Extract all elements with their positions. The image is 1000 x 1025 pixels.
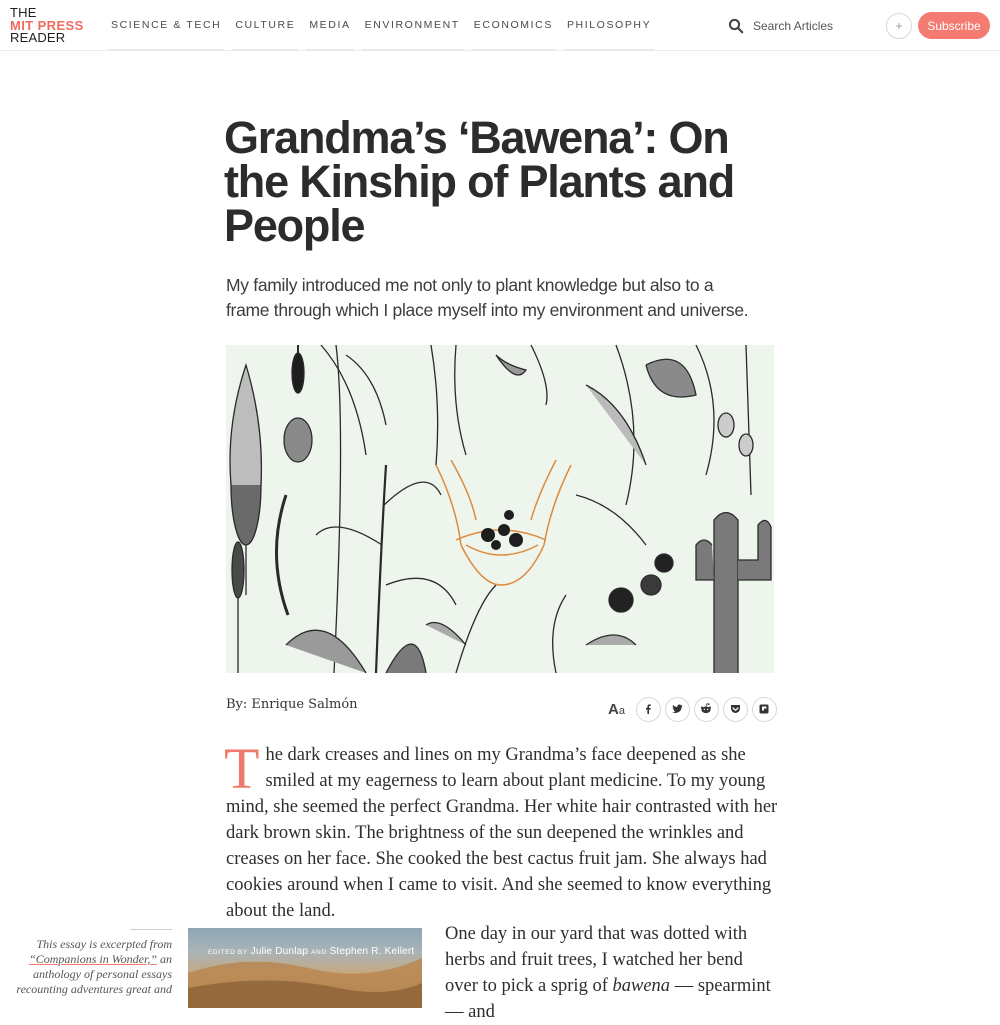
twitter-share-button[interactable] — [665, 697, 690, 722]
nav-media[interactable]: MEDIA — [302, 0, 357, 51]
hero-illustration — [226, 345, 774, 673]
subscribe-button[interactable]: Subscribe — [918, 12, 990, 39]
excerpt-note — [14, 937, 172, 997]
nav-philosophy[interactable]: PHILOSOPHY — [560, 0, 658, 51]
article-dek: My family introduced me not only to plant knowledge but also to a frame through which I place myself into my environment and universe. — [226, 275, 749, 320]
twitter-icon — [672, 701, 683, 719]
search-input[interactable] — [753, 19, 873, 33]
article-paragraph-2 — [445, 921, 775, 1025]
book-link[interactable]: “Companions in Wonder,” — [29, 952, 157, 966]
excerpt-note-pre: This essay is excerpted from — [36, 937, 172, 951]
paragraph-2-text-a: One day in our yard that was dotted with herbs and fruit trees, I watched her bend over to pick a sprig of — [445, 924, 748, 996]
logo-line-the: THE — [10, 5, 37, 20]
paragraph-2-emphasis: bawena — [612, 976, 671, 996]
pocket-icon — [730, 701, 741, 719]
logo-line-reader: READER — [10, 30, 66, 45]
paragraph-2-text-b: — spearmint — and — [445, 976, 771, 1022]
book-editor-1: Julie Dunlap — [250, 946, 309, 957]
site-logo[interactable] — [10, 7, 84, 45]
book-cover-image[interactable] — [188, 928, 422, 1008]
font-size-toggle[interactable] — [608, 701, 625, 718]
nav-culture[interactable]: CULTURE — [228, 0, 302, 51]
search-box — [728, 15, 873, 37]
reddit-share-button[interactable] — [694, 697, 719, 722]
book-editor-2: Stephen R. Kellert — [329, 946, 415, 957]
pocket-share-button[interactable] — [723, 697, 748, 722]
facebook-icon — [643, 701, 653, 719]
author-link[interactable]: Enrique Salmón — [251, 697, 358, 712]
book-and: AND — [311, 949, 327, 956]
aside-divider — [130, 929, 172, 930]
reddit-icon — [700, 701, 712, 719]
article-paragraph-1 — [224, 736, 778, 924]
article-title: Grandma’s ‘Bawena’: On the Kinship of Plants and People — [224, 112, 735, 251]
byline — [226, 697, 358, 712]
nav-science-tech[interactable]: SCIENCE & TECH — [104, 0, 228, 51]
search-icon[interactable] — [728, 18, 744, 34]
drop-cap: T — [224, 736, 260, 801]
nav-economics[interactable]: ECONOMICS — [467, 0, 560, 51]
font-size-small: a — [618, 705, 625, 717]
paragraph-1-text: he dark creases and lines on my Grandma’s face deepened as she smiled at my eagerness to learn about plant medicine. To my young mind, she seemed the perfect Grandma. Her white hair contrasted with her dark brown skin. The brightness of the sun deepened the wrinkles and creases on her face. She cooked the best cactus fruit jam. She always had cookies around when I came to visit. And she seemed to know everything about the land. — [226, 745, 778, 921]
flipboard-share-button[interactable] — [752, 697, 777, 722]
font-size-big: A — [608, 701, 619, 718]
main-nav — [104, 0, 658, 51]
nav-environment[interactable]: ENVIRONMENT — [358, 0, 467, 51]
logo-line-mit-press: MIT PRESS — [10, 17, 84, 33]
flipboard-icon — [759, 701, 769, 719]
share-bar — [608, 697, 777, 722]
book-editors — [208, 946, 414, 957]
excerpt-note-post: an anthology of personal essays recounting adventures great and — [16, 952, 172, 996]
byline-label: By: — [226, 697, 248, 712]
facebook-share-button[interactable] — [636, 697, 661, 722]
site-header — [0, 0, 1000, 51]
book-edited-by: EDITED BY — [208, 949, 248, 956]
plus-button[interactable]: + — [886, 13, 912, 39]
